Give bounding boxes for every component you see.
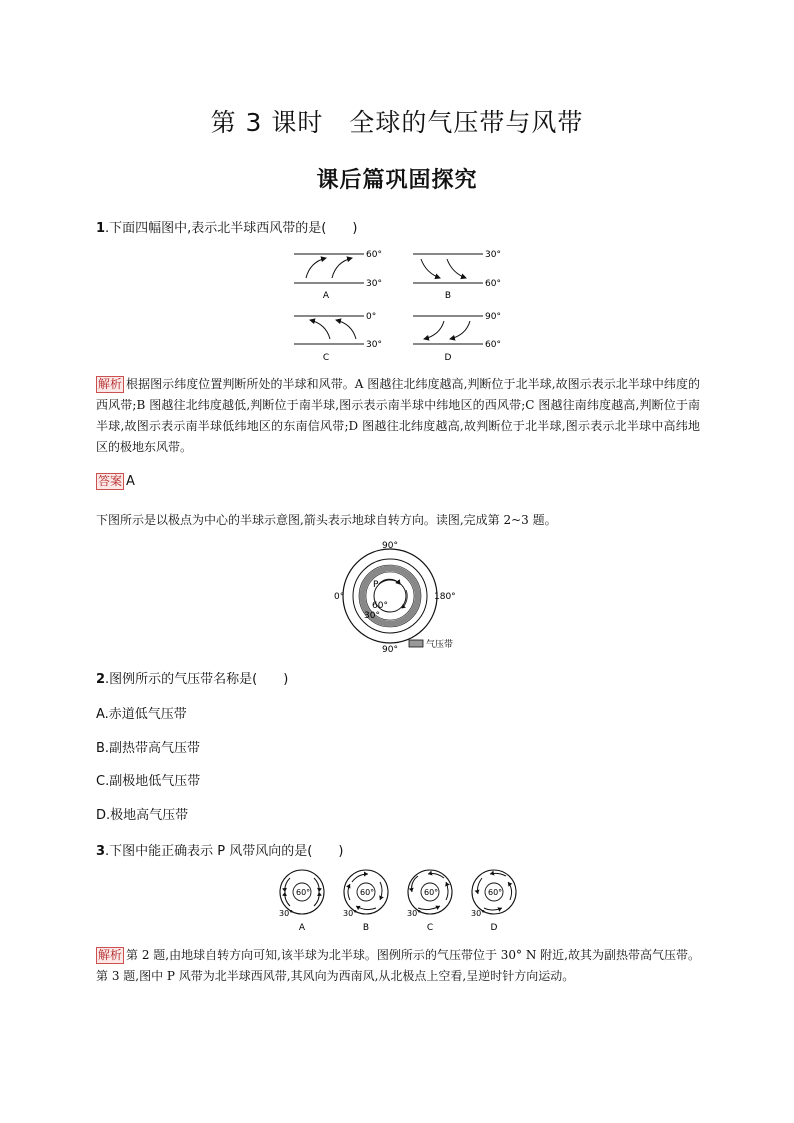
polar-bottom-label: 90° (382, 645, 398, 654)
q3-panel-c (407, 870, 452, 933)
legend-label: 气压带 (426, 640, 454, 650)
q3-panel-a (279, 870, 324, 933)
q3-c-label: C (426, 923, 434, 933)
q1-a-bottom-lat: 30° (366, 279, 382, 289)
q1-c-top-lat: 0° (366, 312, 377, 322)
polar-diagram (330, 538, 470, 654)
q3-a-label: A (298, 923, 306, 933)
q3-c-inner: 60° (424, 888, 439, 897)
q1-panel-a (294, 250, 382, 301)
polar-top-label: 90° (382, 541, 398, 551)
q2-option-a: A.赤道低气压带 (96, 707, 187, 722)
q1-panel-b (413, 250, 501, 301)
analysis-2 (96, 945, 700, 987)
q3-wind-circles (270, 866, 530, 934)
analysis-tag: 解析 (98, 948, 123, 962)
question-2 (96, 668, 288, 687)
q1-b-label: B (444, 291, 452, 301)
question-text: .下面四幅图中,表示北半球西风带的是( ) (105, 221, 358, 236)
q2-option-c: C.副极地低气压带 (96, 774, 201, 789)
q1-c-label: C (322, 353, 330, 363)
polar-lat60-label: 60° (372, 601, 388, 611)
answer-tag: 答案 (98, 474, 123, 488)
q3-a-inner: 60° (296, 888, 311, 897)
q3-b-label: B (362, 923, 370, 933)
question-number: 2 (96, 672, 106, 687)
page-title: 第 3 课时 全球的气压带与风带 (210, 108, 584, 137)
q1-d-top-lat: 90° (485, 312, 501, 322)
q1-wind-diagrams (282, 240, 512, 365)
polar-lat30-label: 30° (364, 611, 380, 621)
answer-1 (96, 473, 135, 490)
q2-option-d: D.极地高气压带 (96, 808, 189, 823)
polar-left-label: 0° (334, 592, 345, 602)
q2-option-b: B.副热带高气压带 (96, 741, 201, 756)
q3-b-outer: 30° (343, 909, 358, 918)
question-text: .图例所示的气压带名称是( ) (105, 672, 289, 687)
q3-d-label: D (490, 923, 498, 933)
legend-swatch (409, 640, 423, 647)
polar-right-label: 180° (434, 592, 456, 602)
q3-panel-b (343, 870, 388, 933)
q3-c-outer: 30° (407, 909, 422, 918)
q3-d-outer: 30° (471, 909, 486, 918)
q3-a-outer: 30° (279, 909, 294, 918)
analysis-tag: 解析 (98, 377, 123, 391)
polar-p-label: P (373, 580, 379, 590)
answer-value: A (126, 474, 135, 489)
q1-a-label: A (322, 291, 330, 301)
question-number: 3 (96, 844, 106, 859)
analysis-text: 第 2 题,由地球自转方向可知,该半球为北半球。图例所示的气压带位于 30° N 附近,故其为副热带高气压带。第 3 题,图中 P 风带为北半球西风带,其风向为西南风,从北极点上空看,呈逆时针方向运动。 (96, 948, 700, 983)
q3-panel-d (471, 870, 516, 933)
q3-d-inner: 60° (488, 888, 503, 897)
q1-panel-d (413, 312, 501, 363)
question-number: 1 (96, 221, 106, 236)
page-subtitle: 课后篇巩固探究 (316, 168, 478, 193)
q1-panel-c (294, 312, 382, 363)
q1-b-top-lat: 30° (485, 250, 501, 260)
group-intro: 下图所示是以极点为中心的半球示意图,箭头表示地球自转方向。读图,完成第 2~3 题。 (96, 513, 557, 527)
question-1 (96, 217, 357, 236)
q1-c-bottom-lat: 30° (366, 340, 382, 350)
analysis-text: 根据图示纬度位置判断所处的半球和风带。A 图越往北纬度越高,判断位于北半球,故图示表示北半球中纬度的西风带;B 图越往北纬度越低,判断位于南半球,图示表示南半球中纬地区的西风带;C 图越往南纬度越高,判断位于南半球,故图示表示南半球低纬地区的东南信风带;D 图越往北纬度越高,故判断位于北半球,图示表示北半球中高纬地区的极地东风带。 (96, 377, 700, 454)
analysis-1 (96, 374, 700, 458)
q3-b-inner: 60° (360, 888, 375, 897)
question-3 (96, 840, 343, 859)
q1-a-top-lat: 60° (366, 250, 382, 260)
q1-d-bottom-lat: 60° (485, 340, 501, 350)
q1-d-label: D (444, 353, 452, 363)
equator-circle (343, 549, 437, 643)
question-text: .下图中能正确表示 P 风带风向的是( ) (105, 844, 344, 859)
q1-b-bottom-lat: 60° (485, 279, 501, 289)
